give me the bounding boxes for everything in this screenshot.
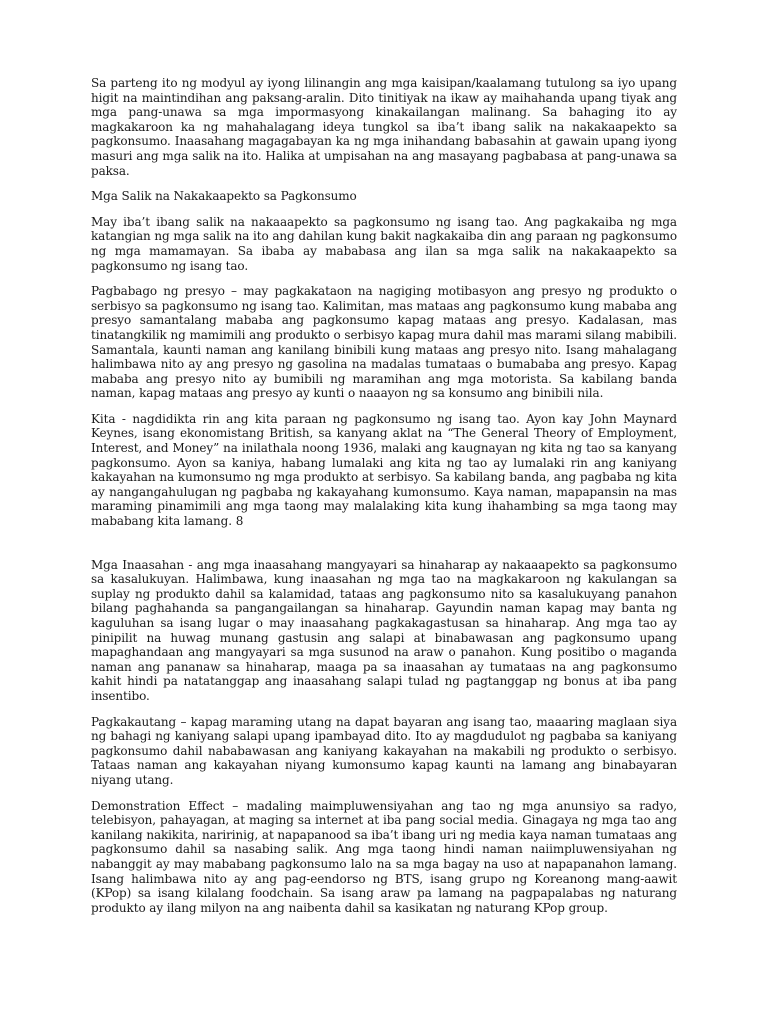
demonstration-effect-paragraph: Demonstration Effect – madaling maimpluwensiyahan ang tao ng mga anunsiyo sa radyo, telebisyon, pahayagan, at maging sa internet at iba pang social media. Ginagaya ng mga tao ang kanilang nakikita, naririnig, at napapanood sa iba’t ibang uri ng media kaya naman tumataas ang pagkonsumo dahil sa nasabing salik. Ang mga taong hindi naman naiimpluwensiyahan ng nabanggit ay may mababang pagkonsumo lalo na sa mga bagay na uso at napapanahon lamang. Isang halimbawa nito ay ang pag-eendorso ng BTS, isang grupo ng Koreanong mang-aawit (KPop) sa isang kilalang foodchain. Sa isang araw pa lamang na pagpapalabas ng naturang produkto ay ilang milyon na ang naibenta dahil sa kasikatan ng naturang KPop group. — [91, 798, 677, 915]
intro-paragraph: Sa parteng ito ng modyul ay iyong lilinangin ang mga kaisipan/kaalamang tutulong sa iyo upang higit na maintindihan ang paksang-aralin. Dito tinitiyak na ikaw ay maihahanda upang tiyak ang mga pang-unawa sa mga impormasyong kinakailangan malinang. Sa bahaging ito ay magkakaroon ka ng mahahalagang ideya tungkol sa iba’t ibang salik na nakakaapekto sa pagkonsumo. Inaasahang magagabayan ka ng mga inihandang babasahin at gawain upang iyong masuri ang mga salik na ito. Halika at umpisahan na ang masayang pagbabasa at pang-unawa sa paksa. — [91, 76, 677, 178]
presyo-paragraph: Pagbabago ng presyo – may pagkakataon na nagiging motibasyon ang presyo ng produkto o serbisyo sa pagkonsumo ng isang tao. Kalimitan, mas mataas ang pagkonsumo kung mababa ang presyo samantalang mababa ang pagkonsumo kapag mataas ang presyo. Kadalasan, mas tinatangkilik ng mamimili ang produkto o serbisyo kapag mura dahil mas marami silang mabibili. Samantala, kaunti naman ang kanilang binibili kung mataas ang presyo nito. Isang mahalagang halimbawa nito ay ang presyo ng gasolina na madalas tumataas o bumababa ang presyo. Kapag mababa ang presyo nito ay bumibili ng maramihan ang mga motorista. Sa kabilang banda naman, kapag mataas ang presyo ay kunti o naaayon ng sa konsumo ang binibili nila. — [91, 284, 677, 401]
overview-paragraph: May iba’t ibang salik na nakaaapekto sa pagkonsumo ng isang tao. Ang pagkakaiba ng mga katangian ng mga salik na ito ang dahilan kung bakit nagkakaiba din ang paraan ng pagkonsumo ng mga mamamayan. Sa ibaba ay mababasa ang ilan sa mga salik na nakakaapekto sa pagkonsumo ng isang tao. — [91, 214, 677, 273]
document-page — [91, 76, 677, 926]
section-heading: Mga Salik na Nakakaapekto sa Pagkonsumo — [91, 189, 357, 204]
pagkakautang-paragraph: Pagkakautang – kapag maraming utang na dapat bayaran ang isang tao, maaaring maglaan siya ng bahagi ng kaniyang salapi upang ipambayad dito. Ito ay magdudulot ng pagbaba sa kaniyang pagkonsumo dahil nababawasan ang kaniyang kakayahan na makabili ng produkto o serbisyo. Tataas naman ang kakayahan niyang kumonsumo kapag kaunti na lamang ang binabayaran niyang utang. — [91, 714, 677, 787]
inaasahan-paragraph: Mga Inaasahan - ang mga inaasahang mangyayari sa hinaharap ay nakaaapekto sa pagkonsumo sa kasalukuyan. Halimbawa, kung inaasahan ng mga tao na magkakaroon ng kakulangan sa suplay ng produkto dahil sa kalamidad, tataas ang pagkonsumo nito sa kasalukuyang panahon bilang paghahanda sa pangangailangan sa hinaharap. Gayundin naman kapag may banta ng kaguluhan sa isang lugar o may inaasahang pagkakagastusan sa hinaharap. Ang mga tao ay pinipilit na huwag munang gastusin ang salapi at binabawasan ang pagkonsumo upang mapaghandaan ang mangyayari sa mga susunod na araw o panahon. Kung positibo o maganda naman ang pananaw sa hinaharap, maaga pa sa inaasahan ay tumataas na ang pagkonsumo kahit hindi pa natatanggap ang inaasahang salapi tulad ng pagtanggap ng bonus at iba pang insentibo. — [91, 557, 677, 703]
kita-paragraph: Kita - nagdidikta rin ang kita paraan ng pagkonsumo ng isang tao. Ayon kay John Maynard Keynes, isang ekonomistang British, sa kanyang aklat na “The General Theory of Employment, Interest, and Money” na inilathala noong 1936, malaki ang kaugnayan ng kita ng tao sa kanyang pagkonsumo. Ayon sa kaniya, habang lumalaki ang kita ng tao ay lumalaki rin ang kaniyang kakayahan na kumonsumo ng mga produkto at serbisyo. Sa kabilang banda, ang pagbaba ng kita ay nangangahulugan ng pagbaba ng kakayahang kumonsumo. Kaya naman, mapapansin na mas maraming pinamimili ang mga taong may malalaking kita kung ihahambing sa mga taong may mababang kita lamang. 8 — [91, 411, 677, 529]
